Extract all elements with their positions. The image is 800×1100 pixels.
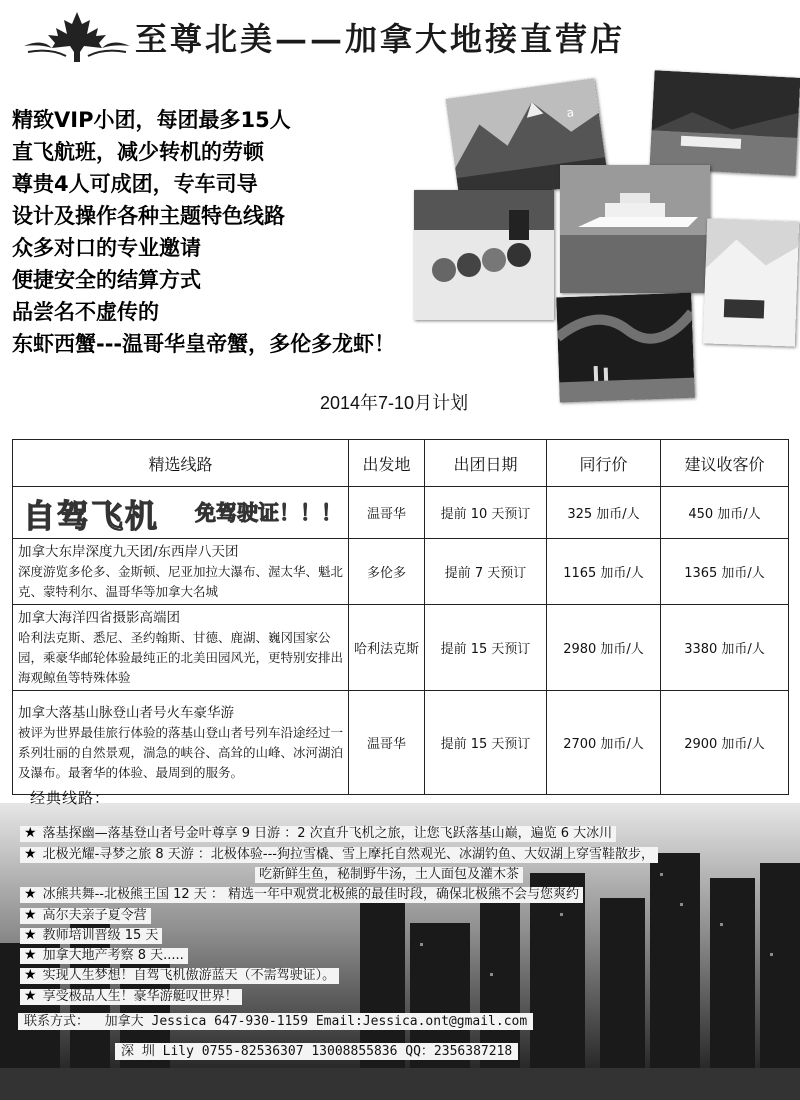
table-header-row <box>13 440 789 487</box>
route-cell <box>13 539 349 605</box>
header-peer-price: 同行价 <box>547 440 661 487</box>
route-title: 加拿大东岸深度九天团/东西岸八天团 <box>18 543 239 560</box>
peer-price-cell: 325 加币/人 <box>547 487 661 539</box>
feature-item: 众多对口的专业邀请 <box>12 236 201 260</box>
star-icon: ★ <box>24 988 37 1004</box>
seaplane-photo <box>650 70 800 176</box>
list-item: ★ 北极光耀-寻梦之旅 8 天游 ：北极体验---狗拉雪橇、雪上摩托自然观光、冰湖钓鱼、大奴湖上穿雪鞋散步， <box>20 843 658 862</box>
aurora-photo <box>556 293 695 403</box>
route-title: 加拿大海洋四省摄影高端团 <box>18 609 180 626</box>
star-icon: ★ <box>24 907 37 923</box>
classic-routes-title: 经典线路： <box>30 789 111 807</box>
table-row <box>13 605 789 691</box>
dogsled-photo <box>414 190 554 320</box>
contact-line-canada <box>18 1010 533 1029</box>
date-cell: 提前 7 天预订 <box>425 539 547 605</box>
retail-price-cell: 3380 加币/人 <box>661 605 789 691</box>
table-row <box>13 487 789 539</box>
glacier-photo <box>703 218 799 346</box>
route-cell <box>13 605 349 691</box>
list-item: 吃新鲜生鱼，秘制野牛汤，土人面包及灌木茶 <box>255 863 523 882</box>
list-item: ★ 享受极品人生！豪华游艇叹世界！ <box>20 985 242 1004</box>
retail-price-cell: 2900 加币/人 <box>661 691 789 795</box>
star-icon: ★ <box>24 947 37 963</box>
list-item: ★ 高尔夫亲子夏令营 <box>20 904 151 923</box>
date-cell: 提前 15 天预订 <box>425 691 547 795</box>
route-desc: 深度游览多伦多、金斯顿、尼亚加拉大瀑布、渥太华、魁北克、蒙特利尔、温哥华等加拿大名城 <box>18 563 344 599</box>
star-icon: ★ <box>24 886 37 902</box>
origin-cell: 多伦多 <box>349 539 425 605</box>
route-desc: 哈利法克斯、悉尼、圣约翰斯、甘德、鹿湖、巍冈国家公园，乘豪华邮轮体验最纯正的北美田园风光，更特别安排出海观鲸鱼等特殊体验 <box>18 629 344 685</box>
page-title: 至尊北美——加拿大地接直营店 <box>135 20 626 58</box>
selfdrive-subtitle: 免驾驶证！！！ <box>195 499 342 525</box>
peer-price-cell: 2980 加币/人 <box>547 605 661 691</box>
date-cell: 提前 15 天预订 <box>425 605 547 691</box>
feature-item: 东虾西蟹---温哥华皇帝蟹，多伦多龙虾！ <box>12 332 396 356</box>
peer-price-cell: 1165 加币/人 <box>547 539 661 605</box>
feature-item: 尊贵4人可成团，专车司导 <box>12 172 258 196</box>
feature-item: 精致VIP小团，每团最多15人 <box>12 108 291 132</box>
date-cell: 提前 10 天预订 <box>425 487 547 539</box>
header-retail-price: 建议收客价 <box>661 440 789 487</box>
star-icon: ★ <box>24 846 37 862</box>
maple-leaf-icon <box>22 8 132 66</box>
header-date: 出团日期 <box>425 440 547 487</box>
origin-cell: 哈利法克斯 <box>349 605 425 691</box>
contact-canada: 加拿大 Jessica 647-930-1159 Email:Jessica.ont@gmail.com <box>104 1014 528 1029</box>
photo-caption: a <box>565 105 575 121</box>
route-cell <box>13 691 349 795</box>
header-route: 精选线路 <box>13 440 349 487</box>
origin-cell: 温哥华 <box>349 691 425 795</box>
list-item: ★ 加拿大地产考察 8 天..... <box>20 944 188 963</box>
route-table <box>12 439 789 795</box>
route-desc: 被评为世界最佳旅行体验的落基山登山者号列车沿途经过一系列壮丽的自然景观，湍急的峡谷、高耸的山峰、冰河湖泊及瀑布。最奢华的体验、最周到的服务。 <box>18 724 344 780</box>
star-icon: ★ <box>24 927 37 943</box>
contact-shenzhen: 深 圳 Lily 0755-82536307 13008855836 QQ：2356387218 <box>121 1044 513 1059</box>
plan-label: 2014年7-10月计划 <box>320 393 469 413</box>
yacht-photo <box>560 165 710 293</box>
retail-price-cell: 450 加币/人 <box>661 487 789 539</box>
star-icon: ★ <box>24 825 37 841</box>
route-title: 加拿大落基山脉登山者号火车豪华游 <box>18 704 234 721</box>
list-item: ★ 落基探幽—落基登山者号金叶尊享 9 日游 ：2 次直升飞机之旅，让您飞跃落基山巅，遍览 6 大冰川 <box>20 822 616 841</box>
star-icon: ★ <box>24 967 37 983</box>
feature-item: 设计及操作各种主题特色线路 <box>12 204 285 228</box>
header-origin: 出发地 <box>349 440 425 487</box>
table-row <box>13 691 789 795</box>
retail-price-cell: 1365 加币/人 <box>661 539 789 605</box>
contact-label: 联系方式： <box>24 1014 90 1029</box>
feature-item: 便捷安全的结算方式 <box>12 268 201 292</box>
contact-line-shenzhen <box>115 1040 518 1059</box>
selfdrive-cell <box>13 487 349 539</box>
feature-item: 直飞航班，减少转机的劳顿 <box>12 140 264 164</box>
list-item: ★ 冰熊共舞--北极熊王国 12 天 ： 精选一年中观赏北极熊的最佳时段，确保北极熊不会与您爽约 <box>20 883 583 902</box>
list-item: ★ 实现人生梦想！自驾飞机傲游蓝天（不需驾驶证）。 <box>20 964 339 983</box>
feature-item: 品尝名不虚传的 <box>12 300 159 324</box>
selfdrive-title: 自驾飞机 <box>23 496 160 535</box>
header-banner <box>0 0 800 72</box>
peer-price-cell: 2700 加币/人 <box>547 691 661 795</box>
table-row <box>13 539 789 605</box>
list-item: ★ 教师培训晋级 15 天 <box>20 924 162 943</box>
origin-cell: 温哥华 <box>349 487 425 539</box>
